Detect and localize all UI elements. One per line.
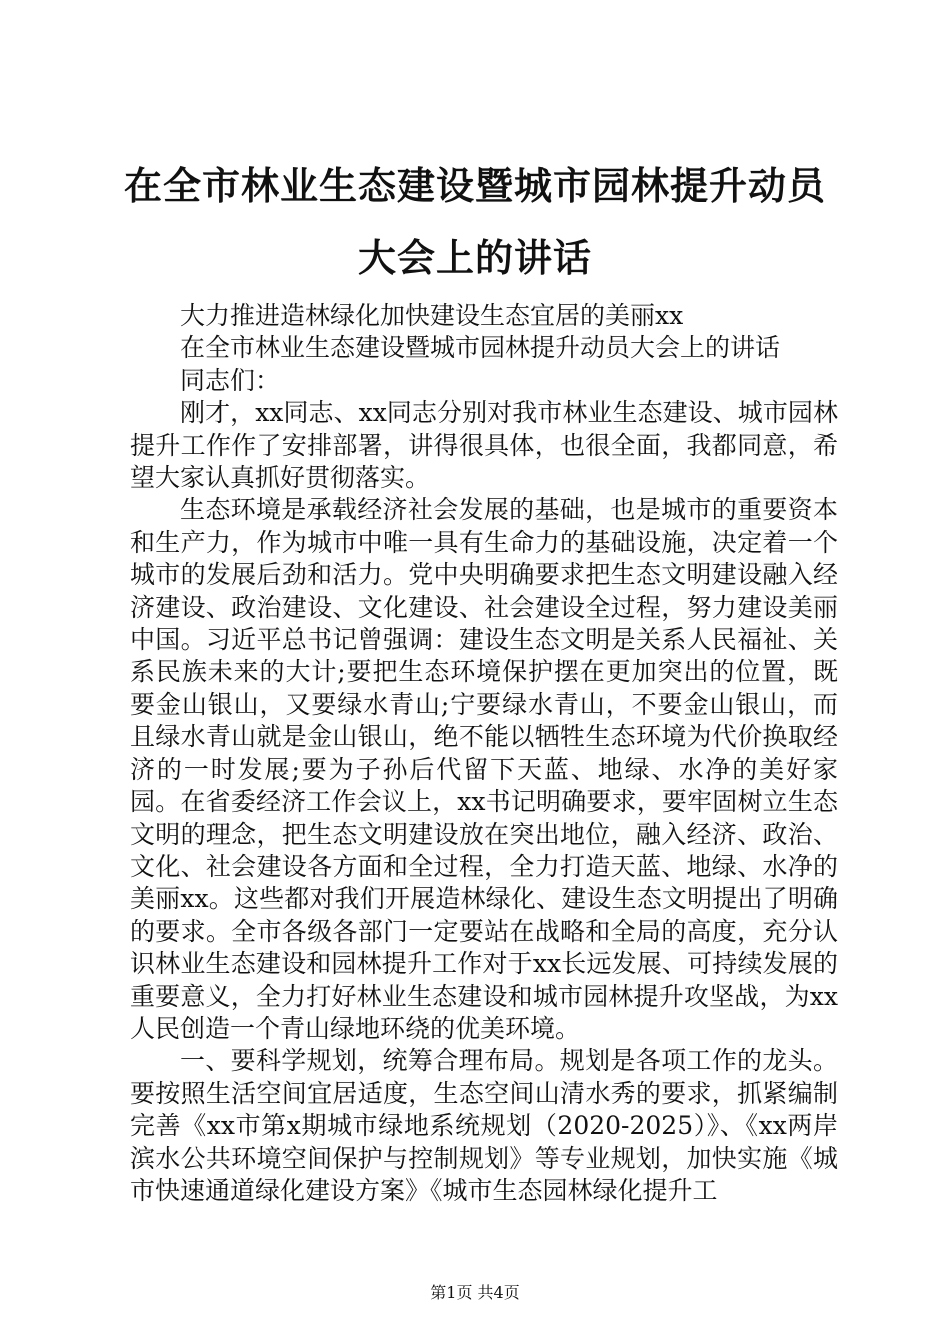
paragraph-subtitle: 大力推进造林绿化加快建设生态宜居的美丽xx xyxy=(180,301,684,330)
paragraph: 生态环境是承载经济社会发展的基础，也是城市的重要资本和生产力，作为城市中唯一具有生命力的基础设施，决定着一个城市的发展后劲和活力。党中央明确要求把生态文明建设融入经济建设、政治建设、文化建设、社会建设全过程，努力建设美丽中国。习近平总书记曾强调：建设生态文明是关系人民福祉、关系民族未来的大计;要把生态环境保护摆在更加突出的位置，既要金山银山，又要绿水青山;宁要绿水青山，不要金山银山，而且绿水青山就是金山银山，绝不能以牺牲生态环境为代价换取经济的一时发展;要为子孙后代留下天蓝、地绿、水净的美好家园。在省委经济工作会议上，xx书记明确要求，要牢固树立生态文明的理念，把生态文明建设放在突出地位，融入经济、政治、文化、社会建设各方面和全过程，全力打造天蓝、地绿、水净的美丽xx。这些都对我们开展造林绿化、建设生态文明提出了明确的要求。全市各级各部门一定要站在战略和全局的高度，充分认识林业生态建设和园林提升工作对于xx长远发展、可持续发展的重要意义，全力打好林业生态建设和城市园林提升攻坚战，为xx人民创造一个青山绿地环绕的优美环境。 xyxy=(130,495,838,1043)
paragraph-salutation: 同志们： xyxy=(180,365,281,395)
document-title: 在全市林业生态建设暨城市园林提升动员大会上的讲话 xyxy=(123,163,826,280)
page-number-footer: 第1页 共4页 xyxy=(430,1283,520,1302)
paragraph: 一、要科学规划，统筹合理布局。规划是各项工作的龙头。要按照生活空间宜居适度，生态空间山清水秀的要求，抓紧编制完善《xx市第x期城市绿地系统规划（2020-2025）》、《xx两岸滨水公共环境空间保护与控制规划》等专业规划，加快实施《城市快速通道绿化建设方案》《城市生态园林绿化提升工 xyxy=(130,1046,838,1205)
paragraph: 刚才，xx同志、xx同志分别对我市林业生态建设、城市园林提升工作作了安排部署，讲得很具体，也很全面，我都同意，希望大家认真抓好贯彻落实。 xyxy=(130,398,838,493)
document-body xyxy=(130,300,838,1207)
paragraph-heading: 在全市林业生态建设暨城市园林提升动员大会上的讲话 xyxy=(180,333,781,363)
